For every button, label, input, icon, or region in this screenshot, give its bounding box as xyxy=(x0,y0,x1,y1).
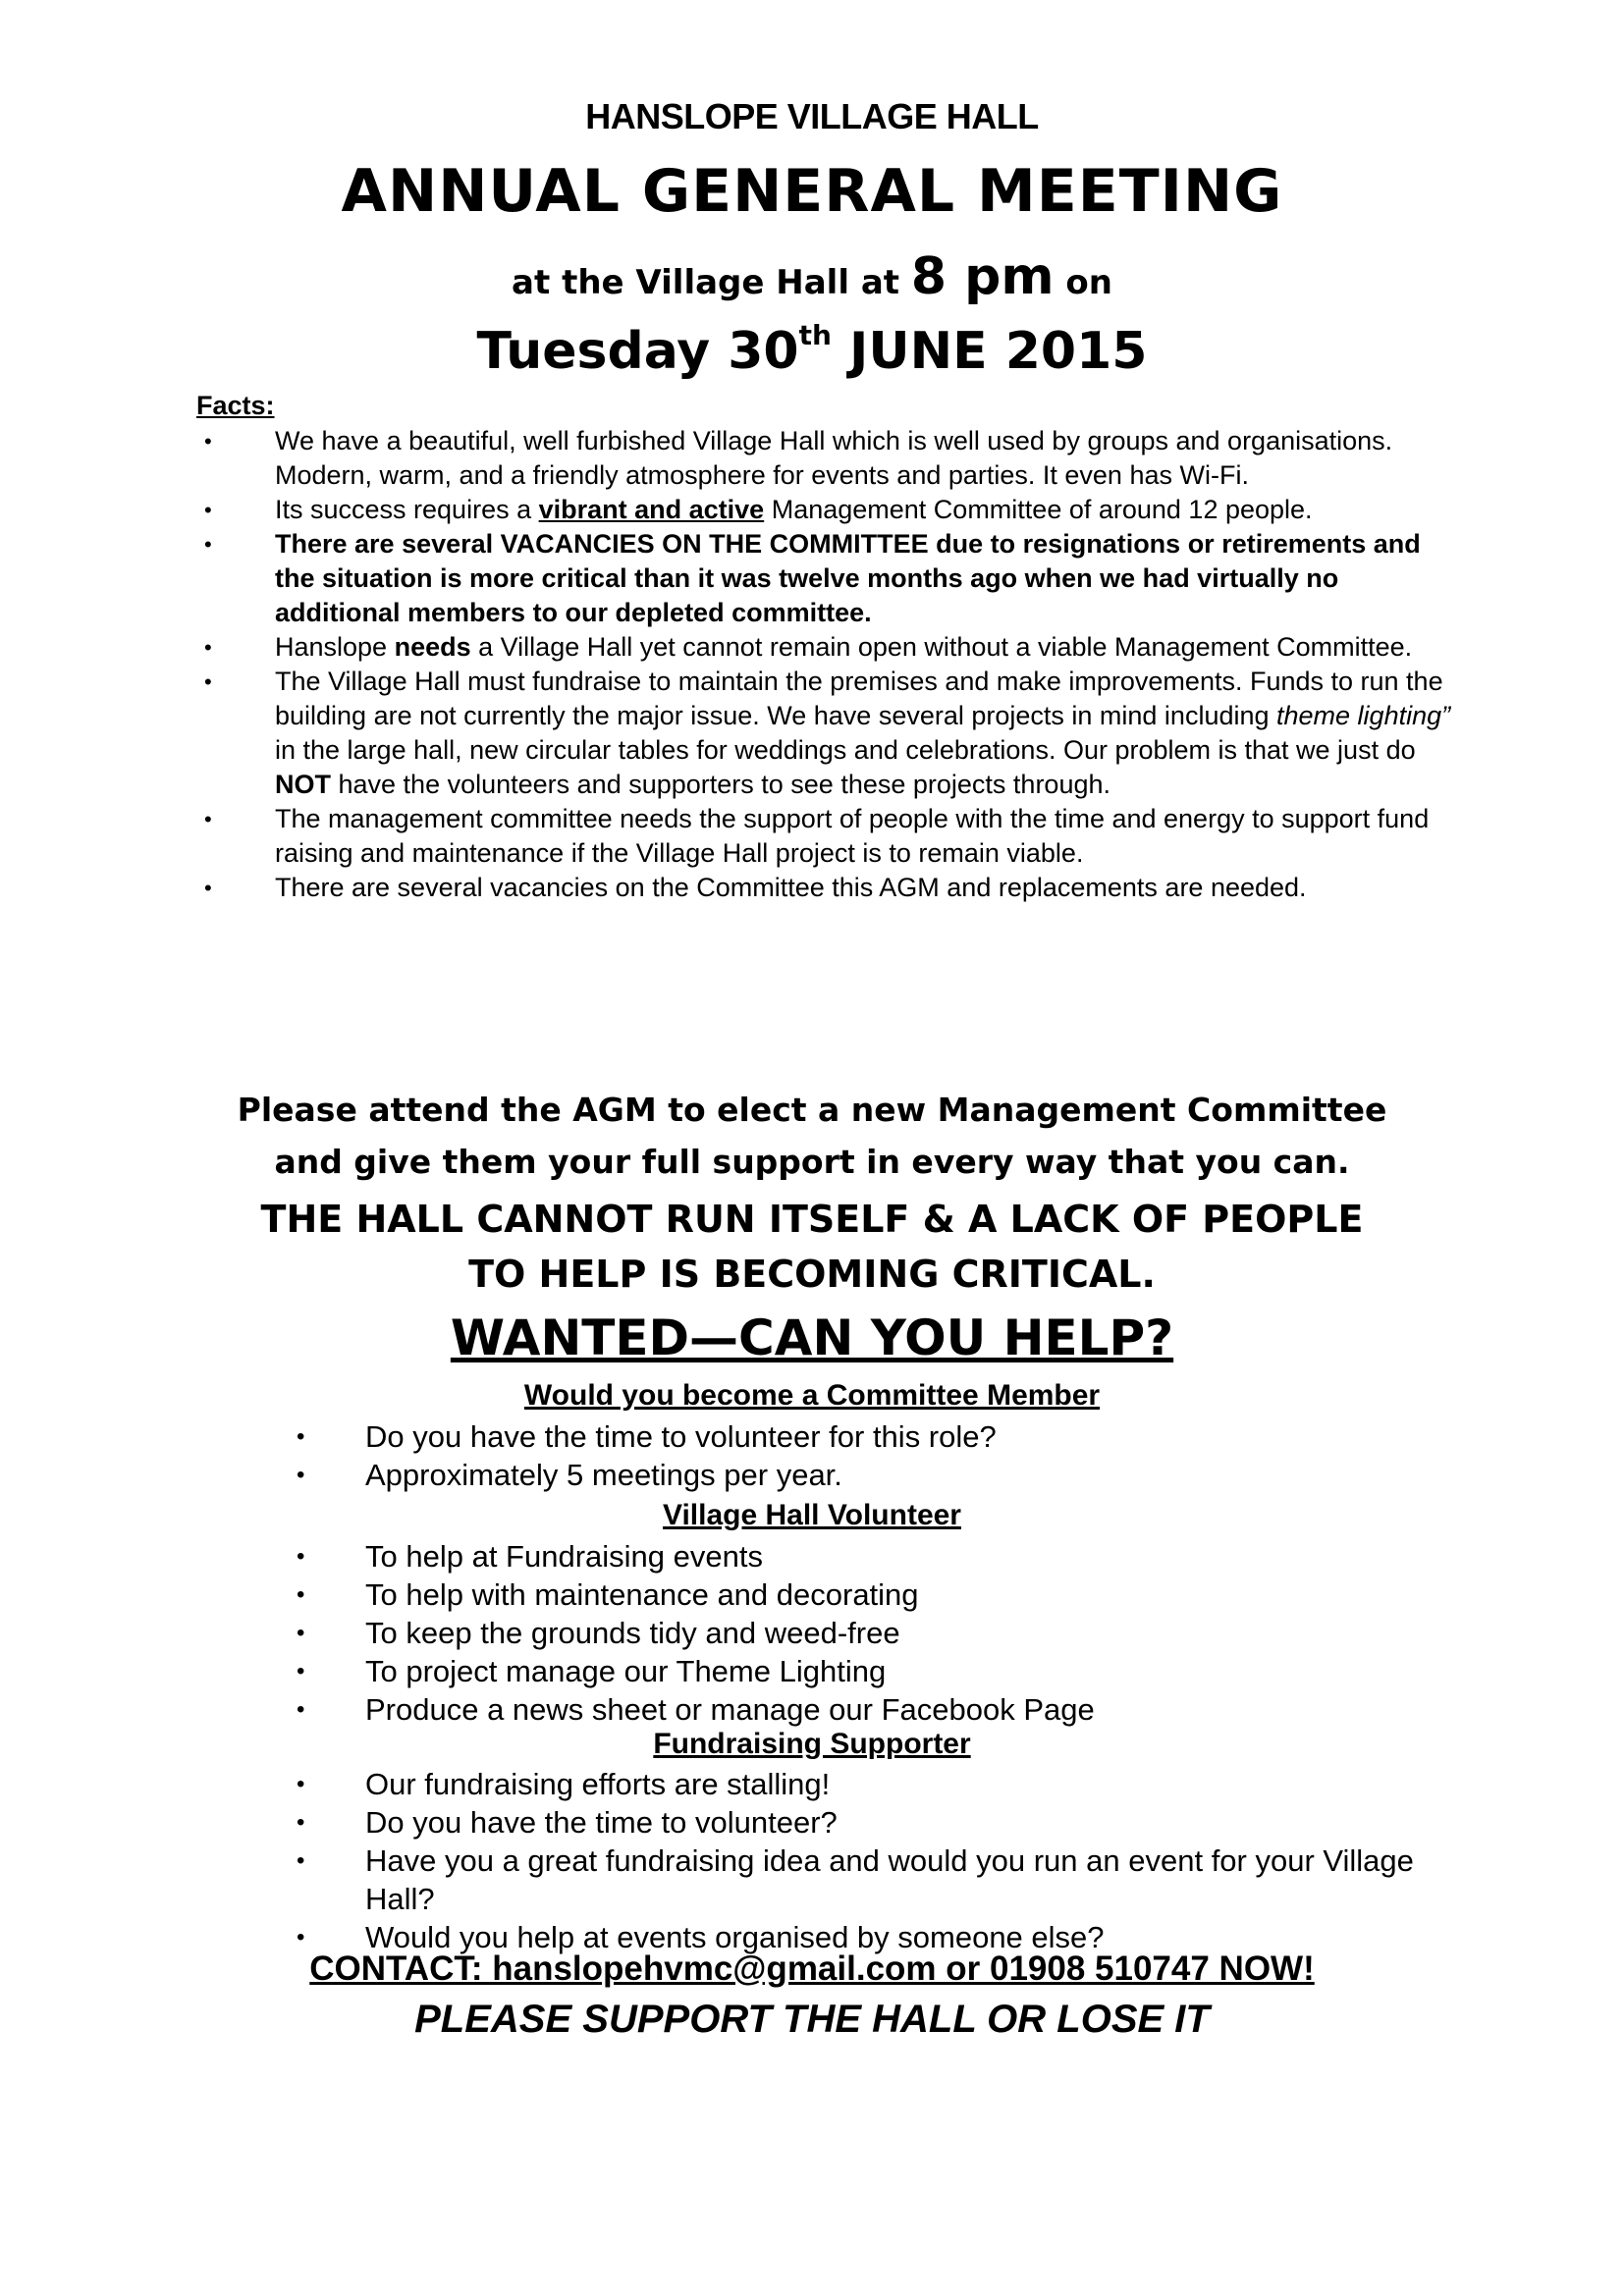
bullet-icon: • xyxy=(204,429,212,454)
volunteer-list xyxy=(297,1537,1095,1729)
fact-item xyxy=(196,527,1463,630)
list-item-text: Approximately 5 meetings per year. xyxy=(365,1458,842,1492)
list-item-text: Produce a news sheet or manage our Facebook Page xyxy=(365,1692,1095,1727)
list-item-text: To project manage our Theme Lighting xyxy=(365,1654,887,1688)
fact-item xyxy=(196,802,1463,871)
support-slogan: PLEASE SUPPORT THE HALL OR LOSE IT xyxy=(414,1998,1210,2041)
bullet-icon: • xyxy=(204,807,212,831)
list-item xyxy=(297,1614,1095,1652)
fact-emphasis: needs xyxy=(394,632,471,662)
warning-line: TO HELP IS BECOMING CRITICAL. xyxy=(468,1253,1156,1296)
date-day: Tuesday 30 xyxy=(476,322,799,381)
committee-list xyxy=(297,1417,997,1494)
list-item xyxy=(297,1803,1475,1842)
date-rest: JUNE 2015 xyxy=(831,322,1148,381)
bullet-icon: • xyxy=(297,1581,305,1608)
appeal-line: Please attend the AGM to elect a new Management Committee xyxy=(237,1091,1387,1129)
fact-text: The Village Hall must fundraise to maintain the premises and make improvements. Funds to run the building are not currently the major issue. We have several projects in mind including xyxy=(275,667,1443,730)
list-item-text: Would you help at events organised by someone else? xyxy=(365,1920,1105,1954)
list-item-text: Do you have the time to volunteer? xyxy=(365,1805,838,1840)
fact-emphasis: vibrant and active xyxy=(538,495,765,524)
list-item-text: Our fundraising efforts are stalling! xyxy=(365,1767,831,1801)
meeting-venue xyxy=(0,247,1624,306)
critical-warning xyxy=(0,1192,1624,1302)
appeal-line: and give them your full support in every way that you can. xyxy=(274,1143,1350,1181)
fact-item xyxy=(196,665,1463,802)
list-item xyxy=(297,1765,1475,1803)
bullet-icon: • xyxy=(204,498,212,522)
facts-list xyxy=(196,424,1463,905)
meeting-date xyxy=(0,319,1624,381)
wanted-heading: WANTED—CAN YOU HELP? xyxy=(450,1309,1174,1366)
list-item xyxy=(297,1690,1095,1729)
bullet-icon: • xyxy=(297,1771,305,1797)
fact-text: have the volunteers and supporters to see these projects through. xyxy=(331,770,1110,799)
supporter-heading: Fundraising Supporter xyxy=(653,1728,971,1760)
bullet-icon: • xyxy=(297,1658,305,1684)
bullet-icon: • xyxy=(297,1924,305,1950)
list-item xyxy=(297,1537,1095,1575)
list-item-text: To help at Fundraising events xyxy=(365,1539,763,1574)
list-item-text: To help with maintenance and decorating xyxy=(365,1577,919,1612)
bullet-icon: • xyxy=(297,1696,305,1723)
list-item xyxy=(297,1575,1095,1614)
fact-text: Its success requires a xyxy=(275,495,539,524)
list-item xyxy=(297,1652,1095,1690)
committee-heading: Would you become a Committee Member xyxy=(523,1379,1101,1412)
list-item-text: Do you have the time to volunteer for this role? xyxy=(365,1419,997,1454)
venue-prefix: at the Village Hall at xyxy=(512,263,911,302)
fact-item xyxy=(196,630,1463,665)
list-item-text: To keep the grounds tidy and weed-free xyxy=(365,1616,900,1650)
bullet-icon: • xyxy=(204,669,212,694)
fact-italic: theme lighting” xyxy=(1276,701,1451,730)
fact-text: in the large hall, new circular tables for weddings and celebrations. Our problem is that we just do xyxy=(275,735,1416,765)
bullet-icon: • xyxy=(204,876,212,900)
bullet-icon: • xyxy=(297,1543,305,1570)
facts-heading: Facts: xyxy=(196,391,275,420)
fact-text-bold: There are several VACANCIES ON THE COMMITTEE due to resignations or retirements and the situation is more critical than it was twelve months ago when we had virtually no additional members to our depleted committee. xyxy=(275,529,1421,627)
bullet-icon: • xyxy=(297,1809,305,1836)
list-item xyxy=(297,1842,1475,1918)
fact-text: We have a beautiful, well furbished Village Hall which is well used by groups and organisations. Modern, warm, and a friendly atmosphere for events and parties. It even has Wi-Fi. xyxy=(275,426,1393,490)
bullet-icon: • xyxy=(204,532,212,557)
fact-text: There are several vacancies on the Committee this AGM and replacements are needed. xyxy=(275,873,1307,902)
volunteer-heading: Village Hall Volunteer xyxy=(663,1499,961,1531)
list-item-text: Have you a great fundraising idea and would you run an event for your Village Hall? xyxy=(365,1843,1414,1916)
bullet-icon: • xyxy=(204,635,212,660)
fact-text: Management Committee of around 12 people. xyxy=(764,495,1313,524)
organisation-name: HANSLOPE VILLAGE HALL xyxy=(585,96,1039,136)
fact-text: a Village Hall yet cannot remain open without a viable Management Committee. xyxy=(470,632,1413,662)
bullet-icon: • xyxy=(297,1847,305,1874)
supporter-list xyxy=(297,1765,1475,1956)
bullet-icon: • xyxy=(297,1620,305,1646)
bullet-icon: • xyxy=(297,1462,305,1488)
bullet-icon: • xyxy=(297,1423,305,1450)
list-item xyxy=(297,1417,997,1456)
fact-item xyxy=(196,493,1463,527)
date-suffix: th xyxy=(798,319,832,351)
list-item xyxy=(297,1456,997,1494)
appeal-text xyxy=(0,1084,1624,1188)
fact-item xyxy=(196,871,1463,905)
warning-line: THE HALL CANNOT RUN ITSELF & A LACK OF PEOPLE xyxy=(260,1198,1364,1241)
contact-line: CONTACT: hanslopehvmc@gmail.com or 01908 510747 NOW! xyxy=(309,1949,1315,1988)
venue-suffix: on xyxy=(1054,263,1112,302)
fact-item xyxy=(196,424,1463,493)
page-title: ANNUAL GENERAL MEETING xyxy=(341,157,1283,226)
fact-text: Hanslope xyxy=(275,632,395,662)
meeting-time: 8 pm xyxy=(910,247,1055,306)
fact-emphasis: NOT xyxy=(275,770,331,799)
fact-text: The management committee needs the support of people with the time and energy to support fund raising and maintenance if the Village Hall project is to remain viable. xyxy=(275,804,1430,868)
